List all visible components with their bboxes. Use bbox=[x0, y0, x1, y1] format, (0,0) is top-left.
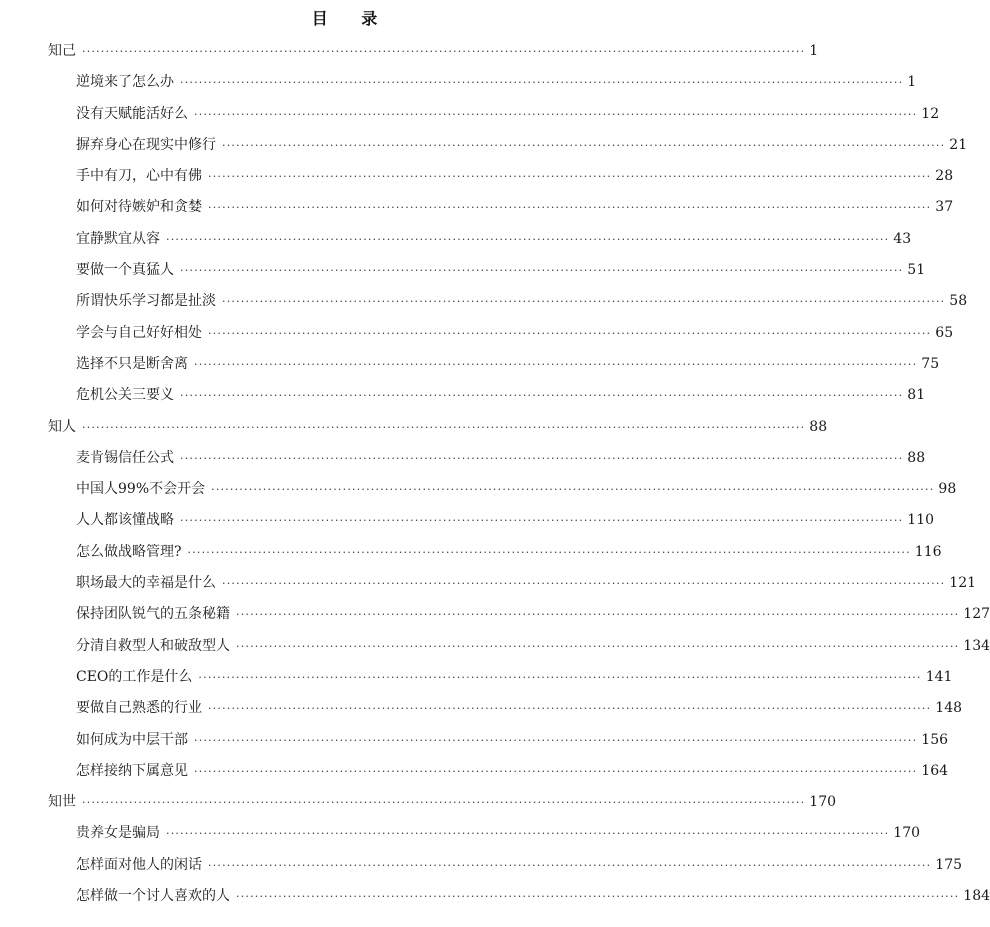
toc-chapter-entry bbox=[0, 474, 957, 505]
toc-entry-page-number: 43 bbox=[893, 230, 912, 247]
toc-entry-label: 手中有刀，心中有佛 bbox=[76, 168, 202, 185]
toc-entry-page-number: 148 bbox=[935, 700, 963, 717]
toc-entry-page-number: 164 bbox=[921, 762, 949, 779]
toc-entry-label: 要做一个真猛人 bbox=[76, 262, 174, 279]
toc-chapter-entry bbox=[0, 255, 926, 286]
toc-dot-leader: ·························································································································································· bbox=[194, 357, 918, 371]
toc-entry-page-number: 127 bbox=[963, 606, 990, 623]
toc-chapter-entry bbox=[0, 850, 963, 881]
toc-chapter-entry bbox=[0, 568, 977, 599]
toc-chapter-entry bbox=[0, 599, 990, 630]
toc-chapter-entry bbox=[0, 192, 954, 223]
toc-dot-leader: ·························································································································································· bbox=[180, 514, 904, 528]
toc-entry-page-number: 170 bbox=[809, 794, 837, 811]
toc-entry-page-number: 1 bbox=[809, 43, 819, 59]
toc-entry-label: 怎样接纳下属意见 bbox=[76, 762, 188, 779]
toc-dot-leader: ·························································································································································· bbox=[208, 326, 932, 340]
toc-chapter-entry bbox=[0, 505, 935, 536]
toc-entry-label: 学会与自己好好相处 bbox=[76, 324, 202, 341]
toc-chapter-entry bbox=[0, 818, 921, 849]
toc-entry-label: 麦肯锡信任公式 bbox=[76, 449, 174, 466]
toc-entry-page-number: 21 bbox=[949, 136, 968, 153]
toc-chapter-entry bbox=[0, 380, 926, 411]
toc-dot-leader: ·························································································································································· bbox=[198, 670, 922, 684]
toc-dot-leader: ·························································································································································· bbox=[222, 577, 946, 591]
toc-chapter-entry bbox=[0, 693, 963, 724]
toc-dot-leader: ·························································································································································· bbox=[194, 764, 918, 778]
toc-dot-leader: ·························································································································································· bbox=[82, 45, 806, 58]
toc-entry-label: 所谓快乐学习都是扯淡 bbox=[76, 293, 216, 310]
toc-entry-page-number: 58 bbox=[949, 293, 968, 310]
toc-dot-leader: ·························································································································································· bbox=[236, 890, 960, 904]
toc-chapter-entry bbox=[0, 443, 926, 474]
toc-entry-label: 怎么做战略管理? bbox=[76, 543, 182, 560]
toc-entry-label: 危机公关三要义 bbox=[76, 387, 174, 404]
toc-dot-leader: ·························································································································································· bbox=[180, 264, 904, 278]
toc-entry-page-number: 88 bbox=[907, 449, 926, 466]
toc-dot-leader: ·························································································································································· bbox=[208, 858, 932, 872]
toc-entry-label: 分清自救型人和破敌型人 bbox=[76, 637, 230, 654]
toc-chapter-entry bbox=[0, 537, 942, 568]
toc-chapter-entry bbox=[0, 99, 940, 130]
toc-dot-leader: ·························································································································································· bbox=[208, 702, 932, 716]
toc-dot-leader: ·························································································································································· bbox=[236, 639, 960, 653]
toc-entry-page-number: 170 bbox=[893, 825, 921, 842]
toc-entry-page-number: 134 bbox=[963, 637, 990, 654]
toc-entry-page-number: 88 bbox=[809, 418, 828, 435]
toc-part-entry bbox=[0, 787, 837, 818]
toc-dot-leader: ·························································································································································· bbox=[82, 796, 806, 810]
toc-entry-page-number: 12 bbox=[921, 105, 940, 122]
toc-chapter-entry bbox=[0, 631, 990, 662]
toc-entry-label: 中国人99%不会开会 bbox=[76, 481, 206, 498]
toc-part-entry bbox=[0, 412, 828, 443]
toc-dot-leader: ·························································································································································· bbox=[180, 76, 904, 90]
toc-entry-page-number: 156 bbox=[921, 731, 949, 748]
toc-dot-leader: ·························································································································································· bbox=[187, 545, 911, 559]
toc-entry-page-number: 121 bbox=[949, 575, 977, 592]
toc-entry-page-number: 51 bbox=[907, 262, 926, 279]
toc-entry-page-number: 98 bbox=[938, 481, 957, 498]
toc-chapter-entry bbox=[0, 67, 917, 98]
toc-entry-label: 贵养女是骗局 bbox=[76, 825, 160, 842]
toc-dot-leader: ·························································································································································· bbox=[236, 608, 960, 622]
toc-dot-leader: ·························································································································································· bbox=[82, 420, 806, 434]
toc-entry-label: 选择不只是断舍离 bbox=[76, 355, 188, 372]
toc-dot-leader: ·························································································································································· bbox=[166, 232, 890, 246]
toc-entry-label: 知世 bbox=[48, 794, 76, 811]
toc-dot-leader: ·························································································································································· bbox=[208, 201, 932, 215]
toc-entry-label: 人人都该懂战略 bbox=[76, 512, 174, 529]
toc-dot-leader: ·························································································································································· bbox=[222, 138, 946, 152]
toc-dot-leader: ·························································································································································· bbox=[180, 389, 904, 403]
toc-entry-label: 要做自己熟悉的行业 bbox=[76, 700, 202, 717]
toc-entry-label: 宜静默宜从容 bbox=[76, 230, 160, 247]
toc-dot-leader: ·························································································································································· bbox=[194, 733, 918, 747]
toc-entry-page-number: 1 bbox=[907, 74, 917, 91]
toc-entry-page-number: 116 bbox=[914, 543, 942, 560]
toc-entry-page-number: 37 bbox=[935, 199, 954, 216]
toc-entry-label: 摒弃身心在现实中修行 bbox=[76, 136, 216, 153]
toc-entry-label: 保持团队锐气的五条秘籍 bbox=[76, 606, 230, 623]
toc-dot-leader: ·························································································································································· bbox=[211, 483, 935, 497]
toc-chapter-entry bbox=[0, 349, 940, 380]
toc-dot-leader: ·························································································································································· bbox=[222, 295, 946, 309]
toc-entry-page-number: 110 bbox=[907, 512, 935, 529]
toc-entry-label: 怎样做一个讨人喜欢的人 bbox=[76, 888, 230, 905]
toc-entry-label: 知人 bbox=[48, 418, 76, 435]
toc-list bbox=[0, 36, 990, 912]
toc-entry-page-number: 141 bbox=[925, 668, 953, 685]
toc-entry-label: 如何成为中层干部 bbox=[76, 731, 188, 748]
toc-entry-page-number: 28 bbox=[935, 168, 954, 185]
toc-dot-leader: ·························································································································································· bbox=[194, 107, 918, 121]
toc-entry-label: 怎样面对他人的闲话 bbox=[76, 856, 202, 873]
toc-chapter-entry bbox=[0, 318, 954, 349]
toc-chapter-entry bbox=[0, 725, 949, 756]
toc-entry-label: 逆境来了怎么办 bbox=[76, 74, 174, 91]
toc-entry-page-number: 175 bbox=[935, 856, 963, 873]
toc-chapter-entry bbox=[0, 161, 954, 192]
toc-entry-label: 没有天赋能活好么 bbox=[76, 105, 188, 122]
toc-dot-leader: ·························································································································································· bbox=[166, 827, 890, 841]
toc-chapter-entry bbox=[0, 756, 949, 787]
toc-chapter-entry bbox=[0, 881, 990, 912]
toc-chapter-entry bbox=[0, 286, 968, 317]
toc-dot-leader: ·························································································································································· bbox=[180, 451, 904, 465]
toc-entry-page-number: 65 bbox=[935, 324, 954, 341]
toc-entry-page-number: 75 bbox=[921, 355, 940, 372]
toc-entry-label: CEO的工作是什么 bbox=[76, 668, 193, 685]
toc-chapter-entry bbox=[0, 224, 912, 255]
toc-chapter-entry bbox=[0, 130, 968, 161]
toc-part-entry bbox=[0, 36, 819, 67]
toc-entry-label: 如何对待嫉妒和贪婪 bbox=[76, 199, 202, 216]
toc-title: 目 录 bbox=[311, 9, 392, 28]
toc-entry-page-number: 81 bbox=[907, 387, 926, 404]
toc-entry-page-number: 184 bbox=[963, 888, 990, 905]
toc-entry-label: 职场最大的幸福是什么 bbox=[76, 575, 216, 592]
toc-entry-label: 知己 bbox=[48, 43, 76, 59]
toc-chapter-entry bbox=[0, 662, 953, 693]
toc-dot-leader: ·························································································································································· bbox=[208, 170, 932, 184]
